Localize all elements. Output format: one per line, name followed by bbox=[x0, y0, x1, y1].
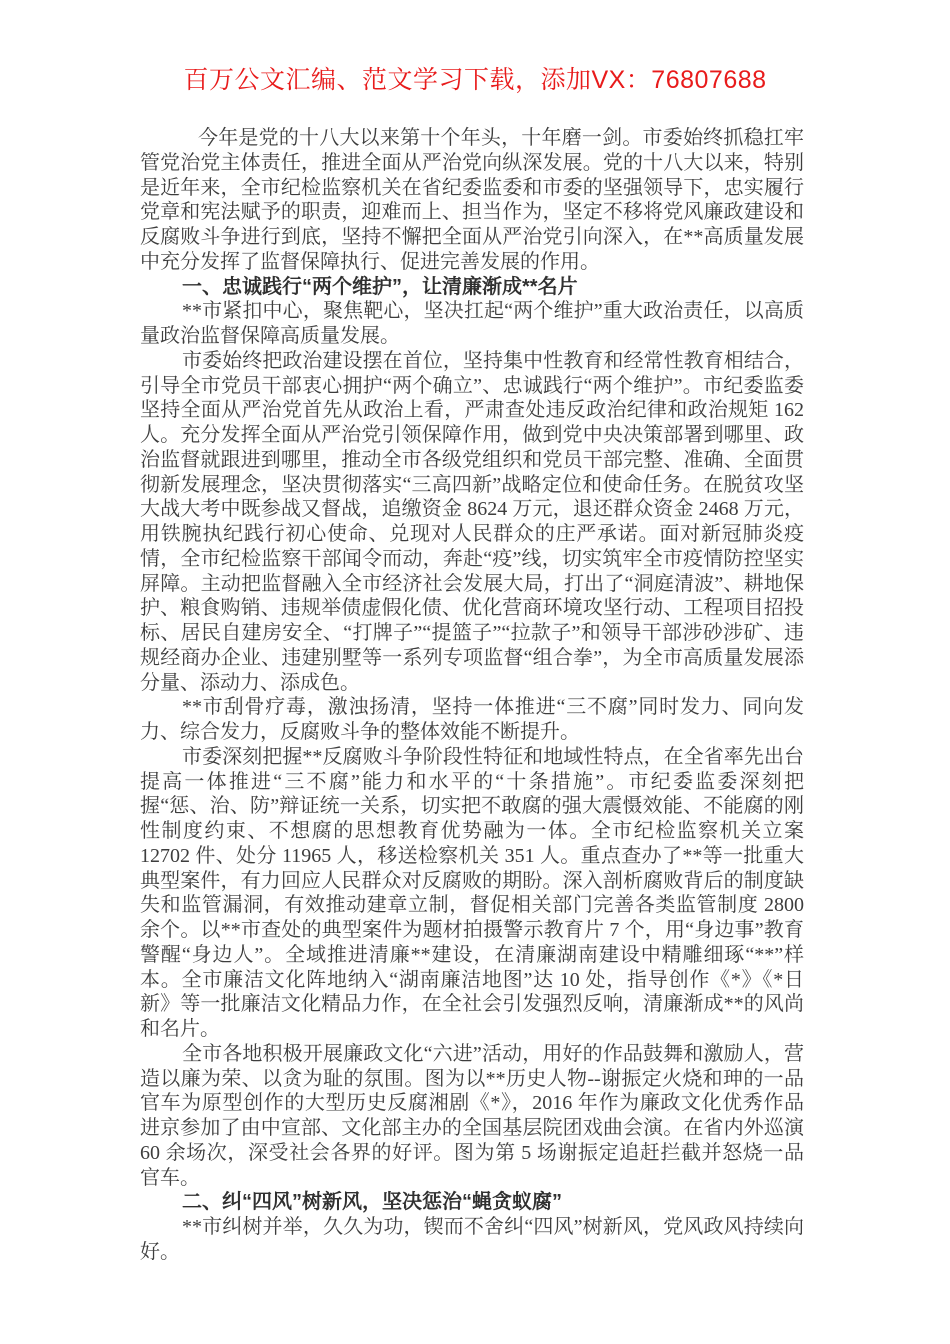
paragraph: **市紧扣中心，聚焦靶心，坚决扛起“两个维护”重大政治责任，以高质量政治监督保障高质量发展。 bbox=[140, 300, 804, 347]
header-notice: 百万公文汇编、范文学习下载，添加VX：76807688 bbox=[183, 66, 767, 94]
section-heading-2: 二、纠“四风”树新风，坚决惩治“蝇贪蚁腐” bbox=[182, 1191, 562, 1214]
paragraph: 全市各地积极开展廉政文化“六进”活动，用好的作品鼓舞和激励人，营造以廉为荣、以贪为耻的氛围。图为以**历史人物--谢振定火烧和珅的一品官车为原型创作的大型历史反腐湘剧《*》，2016 年作为廉政文化优秀作品进京参加了由中宣部、文化部主办的全国基层院团戏曲会演。在省内外巡演 60 余场次，深受社会各界的好评。图为第 5 场谢振定追赶拦截并怒烧一品官车。 bbox=[140, 1042, 804, 1189]
document-body bbox=[140, 126, 804, 1265]
paragraph: 今年是党的十八大以来第十个年头，十年磨一剑。市委始终抓稳扛牢管党治党主体责任，推进全面从严治党向纵深发展。党的十八大以来，特别是近年来，全市纪检监察机关在省纪委监委和市委的坚强领导下，忠实履行党章和宪法赋予的职责，迎难而上、担当作为，坚定不移将党风廉政建设和反腐败斗争进行到底，坚持不懈把全面从严治党引向深入，在**高质量发展中充分发挥了监督保障执行、促进完善发展的作用。 bbox=[140, 127, 804, 273]
paragraph: **市纠树并举，久久为功，锲而不舍纠“四风”树新风，党风政风持续向好。 bbox=[140, 1216, 804, 1263]
section-heading-1: 一、忠诚践行“两个维护”，让清廉渐成**名片 bbox=[182, 275, 578, 298]
paragraph: 市委始终把政治建设摆在首位，坚持集中性教育和经常性教育相结合，引导全市党员干部衷心拥护“两个确立”、忠诚践行“两个维护”。市纪委监委坚持全面从严治党首先从政治上看，严肃查处违反政治纪律和政治规矩 162 人。充分发挥全面从严治党引领保障作用，做到党中央决策部署到哪里、政治监督就跟进到哪里，推动全市各级党组织和党员干部完整、准确、全面贯彻新发展理念，坚决贯彻落实“三高四新”战略定位和使命任务。在脱贫攻坚大战大考中既参战又督战，追缴资金 8624 万元，退还群众资金 2468 万元，用铁腕执纪践行初心使命、兑现对人民群众的庄严承诺。面对新冠肺炎疫情，全市纪检监察干部闻令而动，奔赴“疫”线，切实筑牢全市疫情防控坚实屏障。主动把监督融入全市经济社会发展大局，打出了“洞庭清波”、耕地保护、粮食购销、违规举债虚假化债、优化营商环境攻坚行动、工程项目招投标、居民自建房安全、“打牌子”“提篮子”“拉款子”和领导干部涉砂涉矿、违规经商办企业、违建别墅等一系列专项监督“组合拳”，为全市高质量发展添分量、添动力、添成色。 bbox=[140, 349, 804, 694]
paragraph: 市委深刻把握**反腐败斗争阶段性特征和地域性特点，在全省率先出台提高一体推进“三不腐”能力和水平的“十条措施”。市纪委监委深刻把握“惩、治、防”辩证统一关系，切实把不敢腐的强大震慑效能、不能腐的刚性制度约束、不想腐的思想教育优势融为一体。全市纪检监察机关立案 12702 件、处分 11965 人，移送检察机关 351 人。重点查办了**等一批重大典型案件，有力回应人民群众对反腐败的期盼。深入剖析腐败背后的制度缺失和监管漏洞，有效推动建章立制，督促相关部门完善各类监管制度 2800 余个。以**市查处的典型案件为题材拍摄警示教育片 7 个，用“身边事”教育警醒“身边人”。全域推进清廉**建设，在清廉湖南建设中精雕细琢“**”样本。全市廉洁文化阵地纳入“湖南廉洁地图”达 10 处，指导创作《*》《*日新》等一批廉洁文化精品力作，在全社会引发强烈反响，清廉渐成**的风尚和名片。 bbox=[140, 745, 804, 1040]
paragraph: **市刮骨疗毒，激浊扬清，坚持一体推进“三不腐”同时发力、同向发力、综合发力，反腐败斗争的整体效能不断提升。 bbox=[140, 696, 804, 743]
